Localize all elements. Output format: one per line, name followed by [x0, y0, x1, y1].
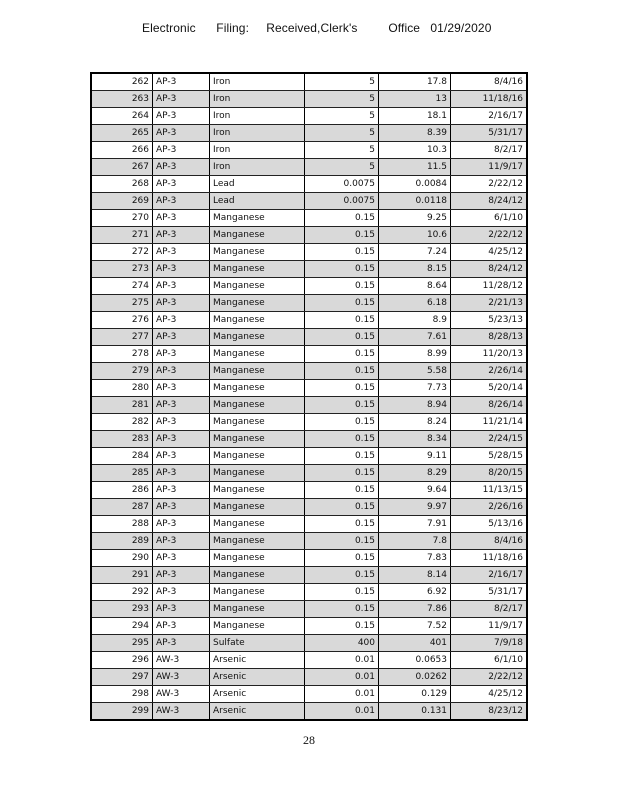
- row-number-cell: 274: [91, 278, 153, 295]
- table-row: [91, 380, 527, 397]
- row-number-cell: 295: [91, 635, 153, 652]
- row-number-cell: 294: [91, 618, 153, 635]
- row-number-cell: 266: [91, 142, 153, 159]
- result-cell: 7.52: [379, 618, 451, 635]
- row-number-cell: 290: [91, 550, 153, 567]
- table-row: [91, 278, 527, 295]
- standard-cell: 0.15: [305, 601, 379, 618]
- table-row: [91, 193, 527, 210]
- standard-cell: 0.15: [305, 618, 379, 635]
- date-cell: 2/22/12: [451, 669, 528, 686]
- row-number-cell: 297: [91, 669, 153, 686]
- parameter-cell: Manganese: [210, 363, 305, 380]
- standard-cell: 0.15: [305, 584, 379, 601]
- date-cell: 11/9/17: [451, 159, 528, 176]
- row-number-cell: 289: [91, 533, 153, 550]
- standard-cell: 0.01: [305, 669, 379, 686]
- table-row: [91, 295, 527, 312]
- date-cell: 8/23/12: [451, 703, 528, 721]
- table-row: [91, 635, 527, 652]
- row-number-cell: 279: [91, 363, 153, 380]
- result-cell: 0.131: [379, 703, 451, 721]
- result-cell: 17.8: [379, 73, 451, 91]
- result-cell: 8.99: [379, 346, 451, 363]
- row-number-cell: 262: [91, 73, 153, 91]
- date-cell: 4/25/12: [451, 244, 528, 261]
- parameter-cell: Manganese: [210, 448, 305, 465]
- date-cell: 8/2/17: [451, 142, 528, 159]
- standard-cell: 0.15: [305, 516, 379, 533]
- row-number-cell: 287: [91, 499, 153, 516]
- standard-cell: 0.01: [305, 703, 379, 721]
- row-number-cell: 267: [91, 159, 153, 176]
- table-row: [91, 499, 527, 516]
- row-number-cell: 278: [91, 346, 153, 363]
- row-number-cell: 263: [91, 91, 153, 108]
- result-cell: 7.73: [379, 380, 451, 397]
- result-cell: 9.11: [379, 448, 451, 465]
- table-row: [91, 703, 527, 721]
- standard-cell: 0.15: [305, 448, 379, 465]
- well-id-cell: AP-3: [153, 278, 210, 295]
- table-row: [91, 142, 527, 159]
- date-cell: 4/25/12: [451, 686, 528, 703]
- result-cell: 13: [379, 91, 451, 108]
- parameter-cell: Manganese: [210, 312, 305, 329]
- well-id-cell: AP-3: [153, 91, 210, 108]
- well-id-cell: AP-3: [153, 227, 210, 244]
- row-number-cell: 265: [91, 125, 153, 142]
- result-cell: 0.0653: [379, 652, 451, 669]
- table-row: [91, 108, 527, 125]
- result-cell: 8.29: [379, 465, 451, 482]
- result-cell: 6.92: [379, 584, 451, 601]
- well-id-cell: AP-3: [153, 618, 210, 635]
- row-number-cell: 270: [91, 210, 153, 227]
- date-cell: 5/23/13: [451, 312, 528, 329]
- well-id-cell: AP-3: [153, 465, 210, 482]
- well-id-cell: AP-3: [153, 397, 210, 414]
- parameter-cell: Sulfate: [210, 635, 305, 652]
- standard-cell: 0.15: [305, 499, 379, 516]
- row-number-cell: 272: [91, 244, 153, 261]
- table-row: [91, 397, 527, 414]
- table-row: [91, 618, 527, 635]
- row-number-cell: 285: [91, 465, 153, 482]
- row-number-cell: 299: [91, 703, 153, 721]
- standard-cell: 0.15: [305, 550, 379, 567]
- row-number-cell: 282: [91, 414, 153, 431]
- date-cell: 8/4/16: [451, 73, 528, 91]
- result-cell: 0.0084: [379, 176, 451, 193]
- standard-cell: 5: [305, 108, 379, 125]
- result-cell: 8.94: [379, 397, 451, 414]
- date-cell: 8/20/15: [451, 465, 528, 482]
- parameter-cell: Iron: [210, 125, 305, 142]
- date-cell: 8/28/13: [451, 329, 528, 346]
- date-cell: 2/16/17: [451, 567, 528, 584]
- table-row: [91, 567, 527, 584]
- standard-cell: 0.15: [305, 329, 379, 346]
- table-row: [91, 669, 527, 686]
- parameter-cell: Lead: [210, 193, 305, 210]
- result-cell: 10.6: [379, 227, 451, 244]
- row-number-cell: 271: [91, 227, 153, 244]
- standard-cell: 0.15: [305, 244, 379, 261]
- table-row: [91, 261, 527, 278]
- standard-cell: 0.15: [305, 295, 379, 312]
- date-cell: 8/24/12: [451, 261, 528, 278]
- parameter-cell: Manganese: [210, 601, 305, 618]
- date-cell: 11/9/17: [451, 618, 528, 635]
- row-number-cell: 296: [91, 652, 153, 669]
- standard-cell: 5: [305, 91, 379, 108]
- row-number-cell: 283: [91, 431, 153, 448]
- table-row: [91, 210, 527, 227]
- standard-cell: 5: [305, 142, 379, 159]
- parameter-cell: Manganese: [210, 295, 305, 312]
- parameter-cell: Manganese: [210, 533, 305, 550]
- standard-cell: 0.15: [305, 414, 379, 431]
- date-cell: 2/22/12: [451, 176, 528, 193]
- result-cell: 7.91: [379, 516, 451, 533]
- table-row: [91, 159, 527, 176]
- well-id-cell: AP-3: [153, 346, 210, 363]
- standard-cell: 0.15: [305, 363, 379, 380]
- well-id-cell: AP-3: [153, 329, 210, 346]
- date-cell: 11/28/12: [451, 278, 528, 295]
- date-cell: 2/21/13: [451, 295, 528, 312]
- well-id-cell: AP-3: [153, 261, 210, 278]
- well-id-cell: AP-3: [153, 533, 210, 550]
- parameter-cell: Manganese: [210, 584, 305, 601]
- parameter-cell: Manganese: [210, 618, 305, 635]
- result-cell: 8.39: [379, 125, 451, 142]
- date-cell: 2/26/16: [451, 499, 528, 516]
- result-cell: 8.14: [379, 567, 451, 584]
- parameter-cell: Manganese: [210, 210, 305, 227]
- result-cell: 7.83: [379, 550, 451, 567]
- row-number-cell: 280: [91, 380, 153, 397]
- result-cell: 7.8: [379, 533, 451, 550]
- row-number-cell: 298: [91, 686, 153, 703]
- table-row: [91, 414, 527, 431]
- date-cell: 7/9/18: [451, 635, 528, 652]
- row-number-cell: 291: [91, 567, 153, 584]
- well-id-cell: AP-3: [153, 193, 210, 210]
- well-id-cell: AP-3: [153, 108, 210, 125]
- parameter-cell: Manganese: [210, 550, 305, 567]
- result-cell: 0.0118: [379, 193, 451, 210]
- parameter-cell: Arsenic: [210, 703, 305, 721]
- well-id-cell: AP-3: [153, 244, 210, 261]
- date-cell: 11/18/16: [451, 550, 528, 567]
- result-cell: 9.97: [379, 499, 451, 516]
- well-id-cell: AW-3: [153, 652, 210, 669]
- standard-cell: 0.15: [305, 210, 379, 227]
- row-number-cell: 269: [91, 193, 153, 210]
- well-id-cell: AP-3: [153, 516, 210, 533]
- result-cell: 11.5: [379, 159, 451, 176]
- result-cell: 8.64: [379, 278, 451, 295]
- date-cell: 11/20/13: [451, 346, 528, 363]
- row-number-cell: 276: [91, 312, 153, 329]
- result-cell: 8.34: [379, 431, 451, 448]
- row-number-cell: 292: [91, 584, 153, 601]
- table-row: [91, 686, 527, 703]
- date-cell: 8/26/14: [451, 397, 528, 414]
- well-id-cell: AW-3: [153, 703, 210, 721]
- header-received: Received,Clerk's: [266, 21, 358, 35]
- standard-cell: 0.15: [305, 346, 379, 363]
- standard-cell: 0.15: [305, 278, 379, 295]
- date-cell: 6/1/10: [451, 210, 528, 227]
- result-cell: 0.129: [379, 686, 451, 703]
- result-cell: 7.86: [379, 601, 451, 618]
- parameter-cell: Iron: [210, 73, 305, 91]
- parameter-cell: Iron: [210, 108, 305, 125]
- date-cell: 5/28/15: [451, 448, 528, 465]
- well-id-cell: AP-3: [153, 431, 210, 448]
- result-cell: 9.25: [379, 210, 451, 227]
- sampling-results-table: [90, 72, 528, 721]
- parameter-cell: Arsenic: [210, 686, 305, 703]
- result-cell: 10.3: [379, 142, 451, 159]
- row-number-cell: 275: [91, 295, 153, 312]
- standard-cell: 0.01: [305, 652, 379, 669]
- row-number-cell: 288: [91, 516, 153, 533]
- table-row: [91, 312, 527, 329]
- standard-cell: 5: [305, 73, 379, 91]
- parameter-cell: Manganese: [210, 397, 305, 414]
- parameter-cell: Manganese: [210, 465, 305, 482]
- well-id-cell: AP-3: [153, 295, 210, 312]
- table-row: [91, 533, 527, 550]
- table-row: [91, 363, 527, 380]
- result-cell: 7.24: [379, 244, 451, 261]
- date-cell: 5/13/16: [451, 516, 528, 533]
- well-id-cell: AP-3: [153, 550, 210, 567]
- result-cell: 8.24: [379, 414, 451, 431]
- header-electronic: Electronic: [142, 21, 196, 35]
- parameter-cell: Manganese: [210, 516, 305, 533]
- table-row: [91, 448, 527, 465]
- table-row: [91, 227, 527, 244]
- header-filing: Filing:: [216, 21, 250, 35]
- date-cell: 8/24/12: [451, 193, 528, 210]
- well-id-cell: AP-3: [153, 601, 210, 618]
- well-id-cell: AP-3: [153, 414, 210, 431]
- parameter-cell: Lead: [210, 176, 305, 193]
- parameter-cell: Manganese: [210, 431, 305, 448]
- table-row: [91, 550, 527, 567]
- result-cell: 6.18: [379, 295, 451, 312]
- date-cell: 5/31/17: [451, 125, 528, 142]
- well-id-cell: AP-3: [153, 142, 210, 159]
- parameter-cell: Arsenic: [210, 669, 305, 686]
- well-id-cell: AP-3: [153, 567, 210, 584]
- standard-cell: 0.15: [305, 533, 379, 550]
- well-id-cell: AP-3: [153, 125, 210, 142]
- standard-cell: 0.15: [305, 465, 379, 482]
- date-cell: 5/20/14: [451, 380, 528, 397]
- standard-cell: 400: [305, 635, 379, 652]
- date-cell: 11/21/14: [451, 414, 528, 431]
- row-number-cell: 284: [91, 448, 153, 465]
- table-row: [91, 91, 527, 108]
- row-number-cell: 273: [91, 261, 153, 278]
- date-cell: 2/26/14: [451, 363, 528, 380]
- table-row: [91, 584, 527, 601]
- date-cell: 11/18/16: [451, 91, 528, 108]
- parameter-cell: Manganese: [210, 499, 305, 516]
- result-cell: 5.58: [379, 363, 451, 380]
- table-row: [91, 482, 527, 499]
- table-row: [91, 73, 527, 91]
- table-row: [91, 652, 527, 669]
- standard-cell: 0.0075: [305, 176, 379, 193]
- header-office: Office: [388, 21, 421, 35]
- date-cell: 2/16/17: [451, 108, 528, 125]
- parameter-cell: Manganese: [210, 244, 305, 261]
- standard-cell: 0.15: [305, 567, 379, 584]
- well-id-cell: AP-3: [153, 210, 210, 227]
- parameter-cell: Manganese: [210, 346, 305, 363]
- well-id-cell: AP-3: [153, 499, 210, 516]
- parameter-cell: Manganese: [210, 227, 305, 244]
- row-number-cell: 293: [91, 601, 153, 618]
- standard-cell: 0.15: [305, 380, 379, 397]
- well-id-cell: AP-3: [153, 380, 210, 397]
- date-cell: 2/22/12: [451, 227, 528, 244]
- well-id-cell: AP-3: [153, 312, 210, 329]
- parameter-cell: Manganese: [210, 261, 305, 278]
- table-row: [91, 329, 527, 346]
- standard-cell: 0.15: [305, 261, 379, 278]
- date-cell: 11/13/15: [451, 482, 528, 499]
- well-id-cell: AP-3: [153, 584, 210, 601]
- parameter-cell: Manganese: [210, 329, 305, 346]
- result-cell: 0.0262: [379, 669, 451, 686]
- table-row: [91, 176, 527, 193]
- result-cell: 401: [379, 635, 451, 652]
- parameter-cell: Iron: [210, 142, 305, 159]
- standard-cell: 5: [305, 159, 379, 176]
- result-cell: 8.9: [379, 312, 451, 329]
- standard-cell: 0.01: [305, 686, 379, 703]
- date-cell: 6/1/10: [451, 652, 528, 669]
- table-row: [91, 431, 527, 448]
- row-number-cell: 281: [91, 397, 153, 414]
- table-row: [91, 244, 527, 261]
- well-id-cell: AP-3: [153, 635, 210, 652]
- standard-cell: 5: [305, 125, 379, 142]
- standard-cell: 0.15: [305, 482, 379, 499]
- standard-cell: 0.0075: [305, 193, 379, 210]
- date-cell: 2/24/15: [451, 431, 528, 448]
- result-cell: 8.15: [379, 261, 451, 278]
- well-id-cell: AW-3: [153, 669, 210, 686]
- date-cell: 5/31/17: [451, 584, 528, 601]
- well-id-cell: AP-3: [153, 482, 210, 499]
- date-cell: 8/2/17: [451, 601, 528, 618]
- parameter-cell: Manganese: [210, 380, 305, 397]
- table-row: [91, 601, 527, 618]
- well-id-cell: AP-3: [153, 448, 210, 465]
- result-cell: 7.61: [379, 329, 451, 346]
- well-id-cell: AP-3: [153, 363, 210, 380]
- row-number-cell: 286: [91, 482, 153, 499]
- parameter-cell: Iron: [210, 159, 305, 176]
- row-number-cell: 264: [91, 108, 153, 125]
- table-row: [91, 346, 527, 363]
- well-id-cell: AP-3: [153, 159, 210, 176]
- page-number: 28: [303, 733, 315, 747]
- well-id-cell: AP-3: [153, 176, 210, 193]
- standard-cell: 0.15: [305, 227, 379, 244]
- standard-cell: 0.15: [305, 431, 379, 448]
- parameter-cell: Arsenic: [210, 652, 305, 669]
- header-date: 01/29/2020: [430, 21, 492, 35]
- table-row: [91, 516, 527, 533]
- result-cell: 9.64: [379, 482, 451, 499]
- date-cell: 8/4/16: [451, 533, 528, 550]
- parameter-cell: Manganese: [210, 482, 305, 499]
- standard-cell: 0.15: [305, 312, 379, 329]
- parameter-cell: Iron: [210, 91, 305, 108]
- row-number-cell: 277: [91, 329, 153, 346]
- well-id-cell: AW-3: [153, 686, 210, 703]
- well-id-cell: AP-3: [153, 73, 210, 91]
- row-number-cell: 268: [91, 176, 153, 193]
- table-row: [91, 125, 527, 142]
- filing-stamp-header: [142, 21, 491, 35]
- table-body: [91, 73, 527, 720]
- parameter-cell: Manganese: [210, 567, 305, 584]
- standard-cell: 0.15: [305, 397, 379, 414]
- table-row: [91, 465, 527, 482]
- parameter-cell: Manganese: [210, 414, 305, 431]
- result-cell: 18.1: [379, 108, 451, 125]
- parameter-cell: Manganese: [210, 278, 305, 295]
